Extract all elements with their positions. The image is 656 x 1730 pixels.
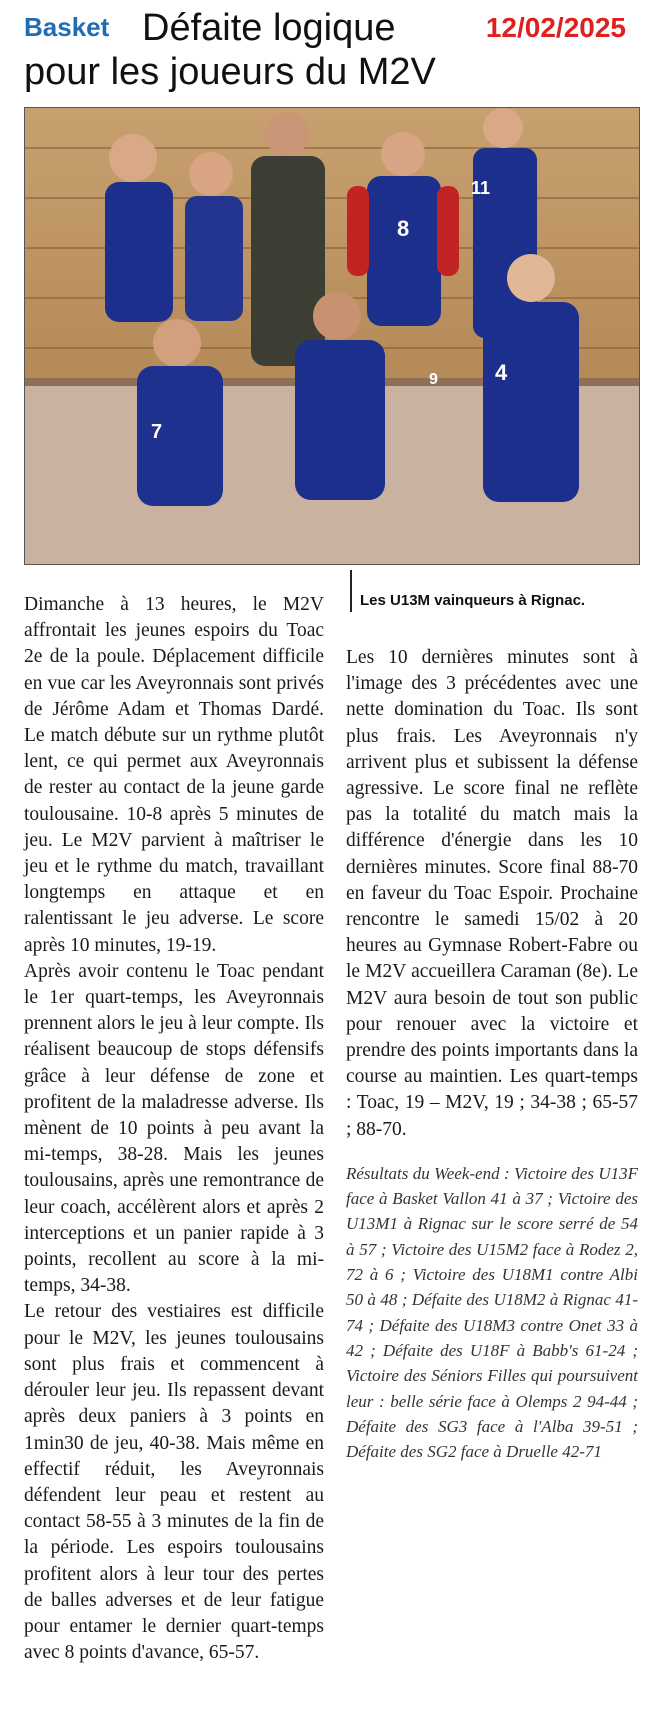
weekend-results: Résultats du Week-end : Victoire des U13F face à Basket Vallon 41 à 37 ; Victoire des U13M1 à Rignac sur le score serré de 54 à 57 ; Victoire des U15M2 face à Rodez 2, 72 à 6 ; Victoire des U18M1 contre Albi 50 à 48 ; Défaite des U18M2 à Rignac 41-74 ; Défaite des U18M3 contre Onet 33 à 42 ; Défaite des U18F à Babb's 61-24 ; Victoire des Séniors Filles qui poursuivent leur : belle série face à Olemps 2 94-44 ; Défaite des SG3 face à l'Alba 39-51 ; Défaite des SG2 face à Druelle 42-71: [346, 1163, 638, 1462]
headline-line-1: Défaite logique: [142, 7, 396, 49]
publication-date: 12/02/2025: [485, 12, 626, 43]
article-column-1: [24, 592, 324, 1666]
svg-text:4: 4: [495, 360, 508, 385]
paragraph-4: Les 10 dernières minutes sont à l'image des 3 précédentes avec une nette domination du Toac. Ils sont plus frais. Les Aveyronnais n'y arrivent plus et subissent la défense agressive. Le score final ne reflète pas la totalité du match mais la différence d'énergie dans les 10 dernières minutes. Score final 88-70 en faveur du Toac Espoir. Prochaine rencontre le samedi 15/02 à 20 heures au Gymnase Robert-Fabre ou le M2V accueillera Caraman (8e). Le M2V aura besoin de tout son public pour renouer avec la victoire et prendre des points importants dans la course au maintien. Les quart-temps : Toac, 19 – M2V, 19 ; 34-38 ; 65-57 ; 88-70.: [346, 647, 638, 1140]
svg-text:9: 9: [429, 371, 438, 388]
team-photo: [24, 107, 640, 565]
svg-text:7: 7: [151, 421, 163, 443]
paragraph-3: Le retour des vestiaires est difficile pour le M2V, les jeunes toulousains sont plus frais et commencent à dérouler leur jeu. Ils repassent devant après deux paniers à 3 points en 1min30 de jeu, 40-38. Mais même en effectif réduit, les Aveyronnais défendent leur peau et restent au contact 58-55 à 3 minutes de la fin de la période. Les espoirs toulousains profitent alors à leur tour des pertes de balles adverses et de leur fatigue pour entamer le dernier quart-temps avec 8 points d'avance, 65-57.: [24, 1301, 324, 1664]
svg-text:11: 11: [471, 178, 491, 198]
photo-caption: Les U13M vainqueurs à Rignac.: [360, 592, 586, 609]
article-column-2: [346, 645, 638, 1464]
team-photo-illustration: [25, 108, 639, 564]
caption-rule: [350, 570, 352, 612]
section-kicker: Basket: [24, 12, 110, 42]
paragraph-1: Dimanche à 13 heures, le M2V affrontait les jeunes espoirs du Toac 2e de la poule. Déplacement difficile en vue car les Aveyronnais sont privés de Jérôme Adam et Thomas Dardé. Le match débute sur un rythme plutôt lent, ce qui permet aux Aveyronnais de rester au contact de la jeune garde toulousaine. 10-8 après 5 minutes de jeu. Le M2V parvient à maîtriser le jeu et le rythme du match, travaillant longtemps en attaque et en ralentissant le jeu adverse. Le score après 10 minutes, 19-19.: [24, 594, 324, 956]
svg-text:8: 8: [397, 216, 410, 241]
article-header: [24, 4, 636, 104]
headline-line-2: pour les joueurs du M2V: [24, 51, 436, 93]
paragraph-2: Après avoir contenu le Toac pendant le 1er quart-temps, les Aveyronnais prennent alors le jeu à leur compte. Ils réalisent beaucoup de stops défensifs grâce à leur défense de zone et profitent de la maladresse adverse. Ils mènent de 10 points à peu avant la mi-temps, 38-28. Mais les jeunes toulousains, après une remontrance de leur coach, accélèrent alors et après 2 interceptions et un panier rapide à 3 points, recollent au score à la mi-temps, 34-38.: [24, 960, 324, 1297]
